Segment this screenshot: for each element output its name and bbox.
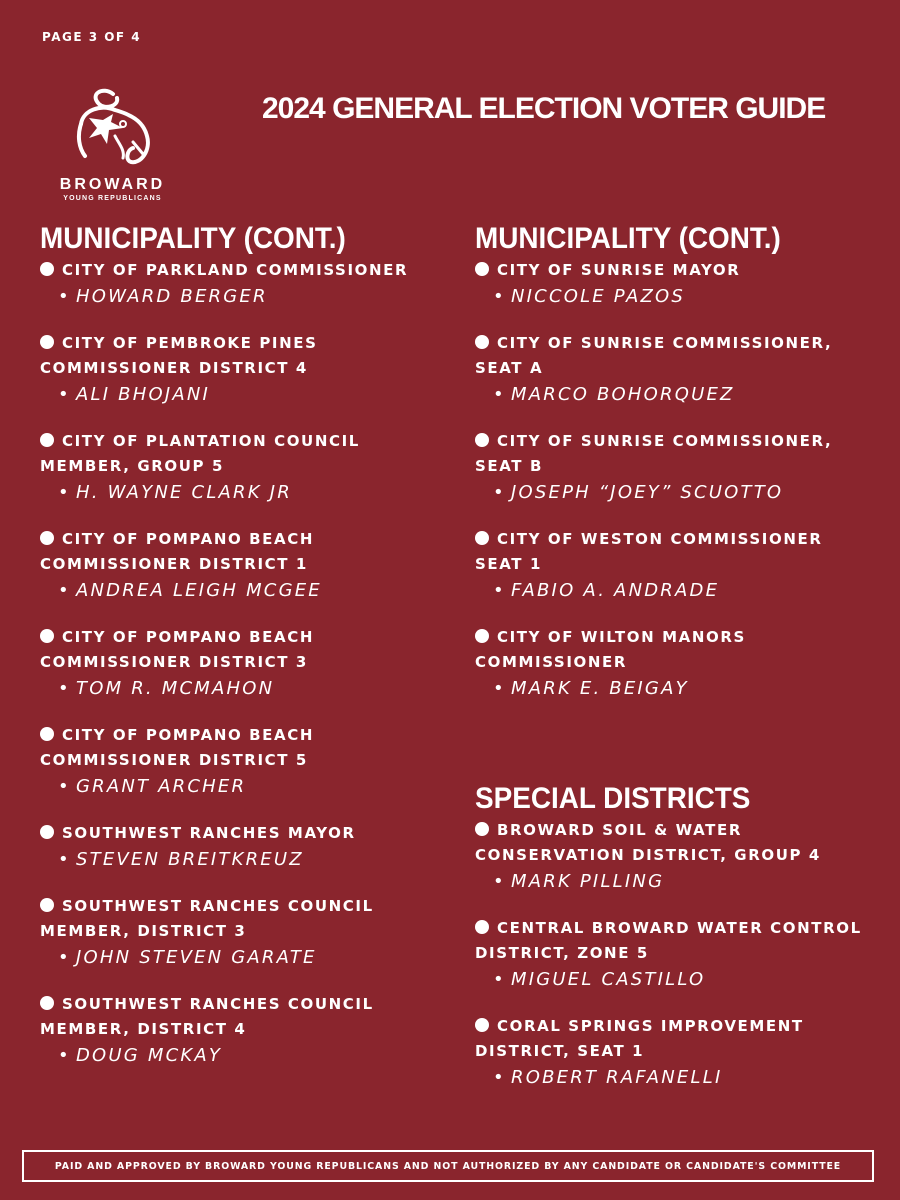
- race-entry: [475, 429, 875, 506]
- office-title: [40, 723, 440, 773]
- bullet-icon: •: [58, 286, 71, 307]
- bullet-icon: •: [58, 1045, 71, 1066]
- office-title: [475, 625, 875, 675]
- bullet-dot-icon: [475, 920, 489, 934]
- bullet-dot-icon: [40, 531, 54, 545]
- office-label: CITY OF SUNRISE COMMISSIONER, SEAT B: [475, 432, 833, 475]
- candidate-label: STEVEN BREITKREUZ: [76, 849, 304, 870]
- race-entry: [475, 916, 875, 993]
- special-districts-section: [475, 782, 875, 1091]
- right-column: [475, 222, 875, 1112]
- section-heading-special-districts: SPECIAL DISTRICTS: [475, 782, 751, 815]
- elephant-icon: [67, 84, 159, 174]
- bullet-dot-icon: [475, 1018, 489, 1032]
- race-entry: [40, 258, 440, 310]
- bullet-icon: •: [58, 947, 71, 968]
- candidate-label: DOUG MCKAY: [76, 1045, 223, 1066]
- bullet-icon: •: [493, 286, 506, 307]
- candidate-name: [40, 944, 440, 971]
- candidate-label: FABIO A. ANDRADE: [511, 580, 720, 601]
- candidate-name: [475, 1064, 875, 1091]
- race-entry: [40, 625, 440, 702]
- race-entry: [475, 258, 875, 310]
- bullet-dot-icon: [40, 825, 54, 839]
- page-title: 2024 GENERAL ELECTION VOTER GUIDE: [262, 92, 826, 125]
- race-entry: [40, 992, 440, 1069]
- race-entry: [475, 818, 875, 895]
- left-column: [40, 222, 440, 1090]
- office-title: [475, 429, 875, 479]
- office-title: [475, 258, 875, 283]
- bullet-icon: •: [58, 678, 71, 699]
- office-label: BROWARD SOIL & WATER CONSERVATION DISTRICT, GROUP 4: [475, 821, 821, 864]
- bullet-icon: •: [58, 849, 71, 870]
- office-label: CITY OF PEMBROKE PINES COMMISSIONER DISTRICT 4: [40, 334, 318, 377]
- bullet-dot-icon: [475, 629, 489, 643]
- bullet-icon: •: [58, 776, 71, 797]
- candidate-label: JOHN STEVEN GARATE: [76, 947, 317, 968]
- bullet-icon: •: [493, 678, 506, 699]
- office-label: CORAL SPRINGS IMPROVEMENT DISTRICT, SEAT 1: [475, 1017, 804, 1060]
- office-label: SOUTHWEST RANCHES COUNCIL MEMBER, DISTRICT 4: [40, 995, 374, 1038]
- page-number: PAGE 3 OF 4: [42, 30, 142, 44]
- office-title: [475, 1014, 875, 1064]
- bullet-dot-icon: [475, 822, 489, 836]
- candidate-name: [40, 283, 440, 310]
- office-title: [40, 992, 440, 1042]
- office-label: CITY OF WESTON COMMISSIONER SEAT 1: [475, 530, 823, 573]
- office-label: CENTRAL BROWARD WATER CONTROL DISTRICT, ZONE 5: [475, 919, 862, 962]
- office-title: [40, 527, 440, 577]
- office-title: [475, 527, 875, 577]
- office-title: [40, 331, 440, 381]
- candidate-label: JOSEPH “JOEY” SCUOTTO: [511, 482, 784, 503]
- candidate-name: [40, 1042, 440, 1069]
- candidate-label: MARK E. BEIGAY: [511, 678, 689, 699]
- section-heading-municipality: MUNICIPALITY (CONT.): [475, 222, 781, 255]
- bullet-dot-icon: [475, 433, 489, 447]
- bullet-icon: •: [493, 482, 506, 503]
- logo-name: BROWARD: [59, 176, 166, 193]
- candidate-name: [475, 283, 875, 310]
- office-label: CITY OF POMPANO BEACH COMMISSIONER DISTRICT 5: [40, 726, 315, 769]
- bullet-icon: •: [58, 580, 71, 601]
- candidate-label: MIGUEL CASTILLO: [511, 969, 706, 990]
- bullet-dot-icon: [40, 335, 54, 349]
- office-title: [475, 818, 875, 868]
- office-title: [475, 916, 875, 966]
- race-entry: [40, 331, 440, 408]
- candidate-label: H. WAYNE CLARK JR: [76, 482, 292, 503]
- office-label: SOUTHWEST RANCHES COUNCIL MEMBER, DISTRICT 3: [40, 897, 374, 940]
- office-label: SOUTHWEST RANCHES MAYOR: [62, 824, 356, 842]
- office-label: CITY OF WILTON MANORS COMMISSIONER: [475, 628, 746, 671]
- race-entry: [40, 821, 440, 873]
- disclaimer-footer: PAID AND APPROVED BY BROWARD YOUNG REPUBLICANS AND NOT AUTHORIZED BY ANY CANDIDATE OR CANDIDATE'S COMMITTEE: [22, 1150, 874, 1182]
- candidate-label: TOM R. MCMAHON: [76, 678, 275, 699]
- bullet-dot-icon: [475, 335, 489, 349]
- race-entry: [40, 894, 440, 971]
- office-title: [40, 429, 440, 479]
- candidate-label: MARK PILLING: [511, 871, 665, 892]
- office-label: CITY OF SUNRISE MAYOR: [497, 261, 741, 279]
- bullet-dot-icon: [40, 996, 54, 1010]
- candidate-label: ANDREA LEIGH MCGEE: [76, 580, 322, 601]
- race-entry: [475, 625, 875, 702]
- bullet-dot-icon: [40, 727, 54, 741]
- candidate-label: GRANT ARCHER: [76, 776, 247, 797]
- race-entry: [40, 429, 440, 506]
- bullet-dot-icon: [40, 898, 54, 912]
- office-title: [40, 258, 440, 283]
- candidate-label: MARCO BOHORQUEZ: [511, 384, 735, 405]
- bullet-dot-icon: [475, 262, 489, 276]
- office-title: [475, 331, 875, 381]
- bullet-icon: •: [58, 482, 71, 503]
- bullet-icon: •: [493, 580, 506, 601]
- bullet-icon: •: [493, 384, 506, 405]
- logo-subtitle: YOUNG REPUBLICANS: [63, 195, 162, 202]
- bullet-dot-icon: [40, 629, 54, 643]
- section-heading-municipality: MUNICIPALITY (CONT.): [40, 222, 346, 255]
- candidate-name: [475, 868, 875, 895]
- candidate-label: HOWARD BERGER: [76, 286, 268, 307]
- candidate-name: [40, 577, 440, 604]
- race-entry: [475, 527, 875, 604]
- race-entry: [475, 331, 875, 408]
- candidate-label: NICCOLE PAZOS: [511, 286, 685, 307]
- office-title: [40, 821, 440, 846]
- office-label: CITY OF SUNRISE COMMISSIONER, SEAT A: [475, 334, 833, 377]
- candidate-name: [475, 675, 875, 702]
- bullet-icon: •: [58, 384, 71, 405]
- office-label: CITY OF PARKLAND COMMISSIONER: [62, 261, 409, 279]
- office-label: CITY OF POMPANO BEACH COMMISSIONER DISTRICT 3: [40, 628, 315, 671]
- candidate-name: [40, 479, 440, 506]
- candidate-label: ALI BHOJANI: [76, 384, 211, 405]
- bullet-dot-icon: [475, 531, 489, 545]
- office-title: [40, 625, 440, 675]
- office-title: [40, 894, 440, 944]
- candidate-name: [40, 846, 440, 873]
- candidate-label: ROBERT RAFANELLI: [511, 1067, 723, 1088]
- candidate-name: [475, 577, 875, 604]
- candidate-name: [40, 381, 440, 408]
- candidate-name: [475, 381, 875, 408]
- candidate-name: [475, 479, 875, 506]
- candidate-name: [475, 966, 875, 993]
- bullet-icon: •: [493, 871, 506, 892]
- office-label: CITY OF PLANTATION COUNCIL MEMBER, GROUP 5: [40, 432, 360, 475]
- bullet-icon: •: [493, 969, 506, 990]
- race-entry: [40, 723, 440, 800]
- broward-young-republicans-logo: [40, 84, 185, 202]
- race-entry: [475, 1014, 875, 1091]
- bullet-icon: •: [493, 1067, 506, 1088]
- office-label: CITY OF POMPANO BEACH COMMISSIONER DISTRICT 1: [40, 530, 315, 573]
- bullet-dot-icon: [40, 262, 54, 276]
- candidate-name: [40, 675, 440, 702]
- bullet-dot-icon: [40, 433, 54, 447]
- race-entry: [40, 527, 440, 604]
- candidate-name: [40, 773, 440, 800]
